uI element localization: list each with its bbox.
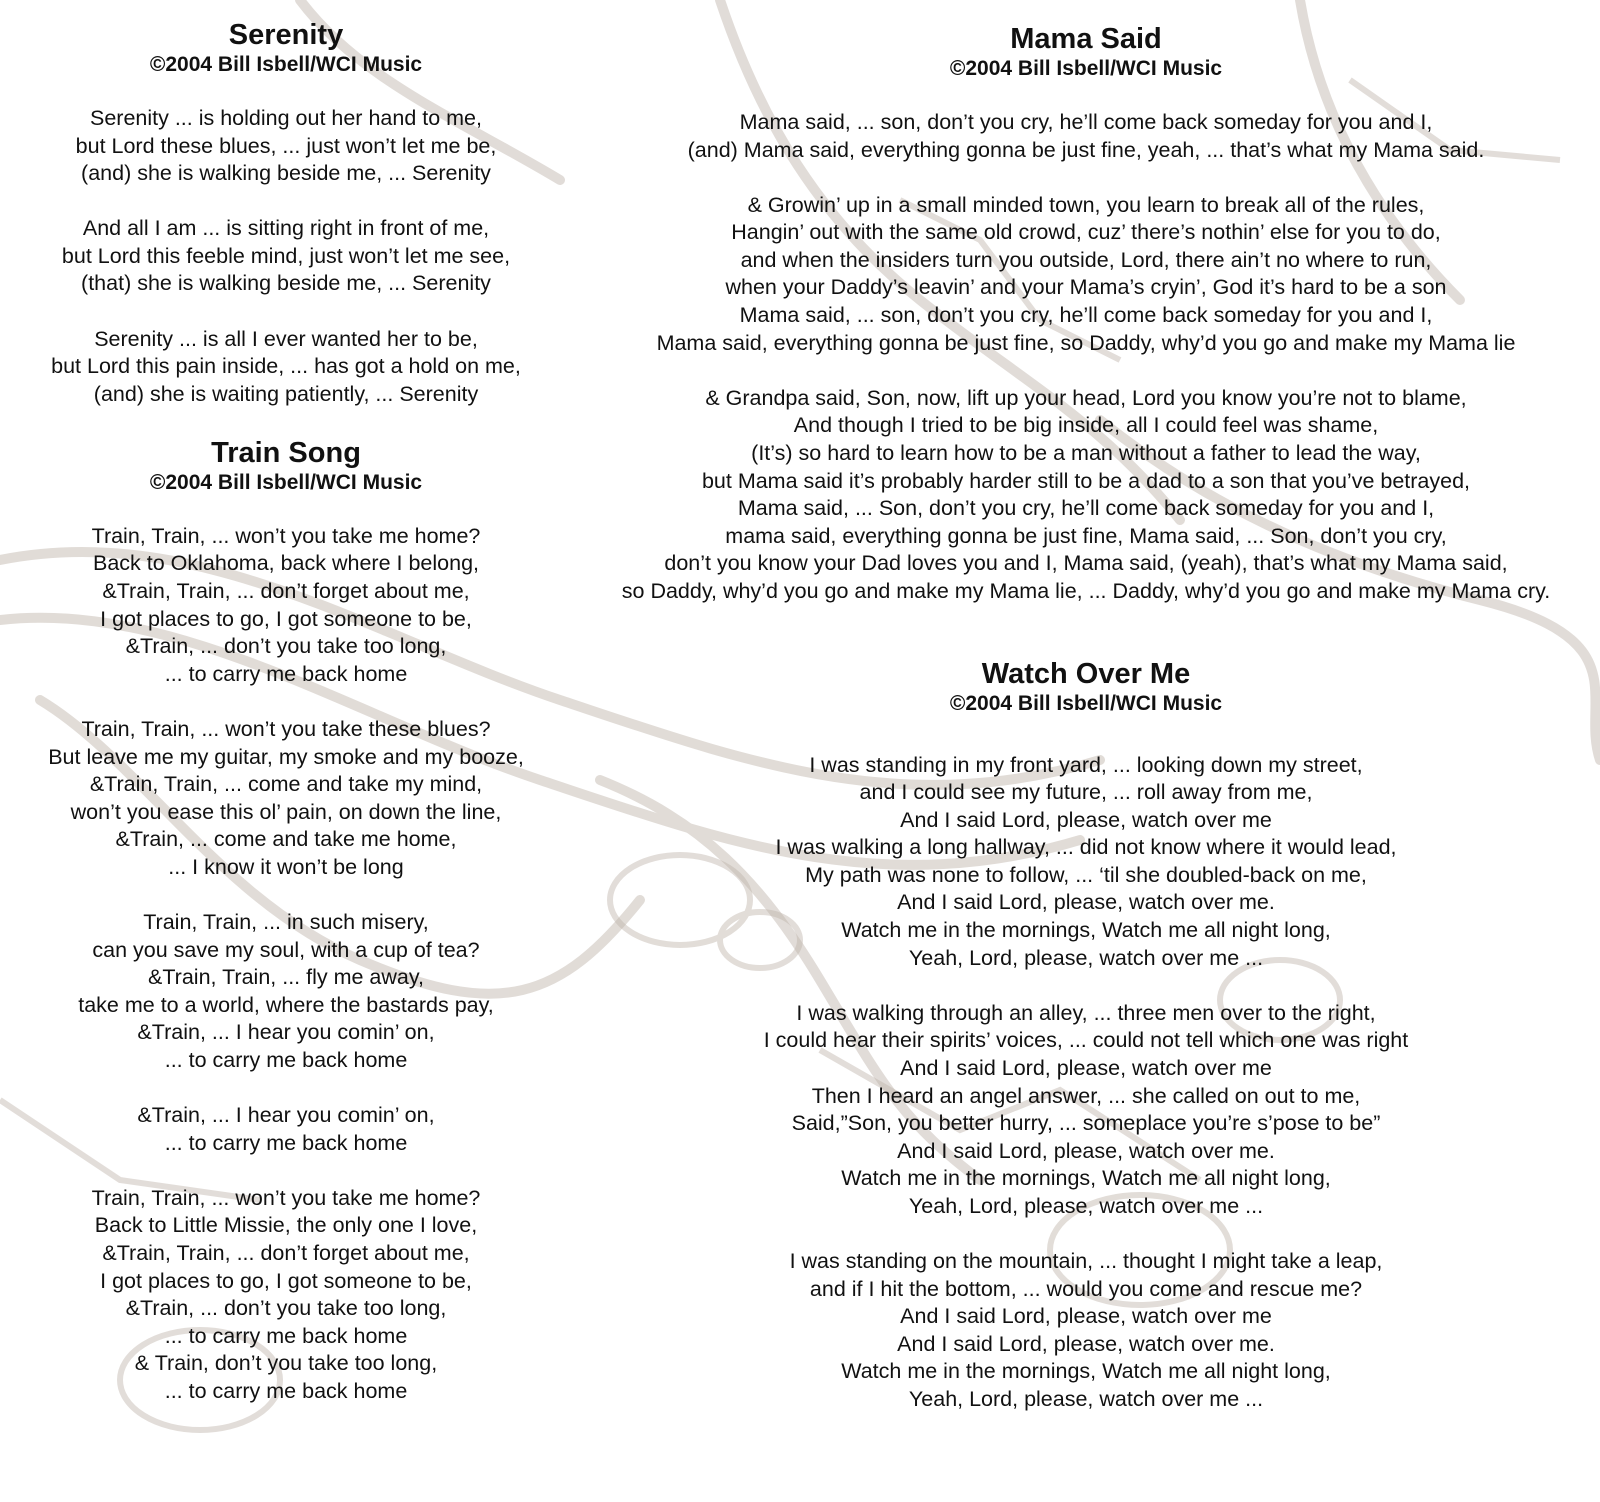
lyric-stanza (572, 1248, 1600, 1414)
lyric-line: mama said, everything gonna be just fine, Mama said, ... Son, don’t you cry, (725, 523, 1447, 548)
lyric-line: so Daddy, why’d you go and make my Mama lie, ... Daddy, why’d you go and make my Mama cry. (621, 578, 1551, 603)
song-title: Serenity (228, 19, 344, 51)
lyric-line: But leave me my guitar, my smoke and my booze, (48, 744, 524, 769)
lyric-line: And I said Lord, please, watch over me. (897, 1138, 1275, 1163)
lyric-line: but Lord these blues, ... just won’t let me be, (75, 133, 497, 158)
lyric-line: &Train, ... I hear you comin’ on, (137, 1020, 435, 1045)
lyric-line: (It’s) so hard to learn how to be a man without a father to lead the way, (751, 440, 1421, 465)
lyric-line: don’t you know your Dad loves you and I, Mama said, (yeah), that’s what my Mama said, (664, 551, 1508, 576)
lyric-stanza (0, 716, 572, 882)
lyric-line: ... to carry me back home (164, 1047, 408, 1072)
lyric-line: Back to Oklahoma, back where I belong, (92, 551, 479, 576)
left-column (0, 18, 572, 1433)
lyric-line: &Train, Train, ... don’t forget about me, (102, 1240, 470, 1265)
lyric-line: And though I tried to be big inside, all I could feel was shame, (793, 413, 1379, 438)
song-title: Watch Over Me (981, 657, 1191, 690)
lyric-line: &Train, ... I hear you comin’ on, (137, 1103, 435, 1128)
lyric-line: ... to carry me back home (164, 1378, 408, 1403)
lyric-line: Train, Train, ... won’t you take these blues? (81, 716, 491, 741)
lyric-line: (and) she is waiting patiently, ... Serenity (93, 381, 479, 406)
lyric-stanza (0, 1185, 572, 1406)
lyric-line: I was standing in my front yard, ... looking down my street, (809, 752, 1363, 777)
lyric-line: ... to carry me back home (164, 661, 408, 686)
lyric-line: Hangin’ out with the same old crowd, cuz’ there’s nothin’ else for you to do, (731, 220, 1441, 245)
lyric-line: And I said Lord, please, watch over me (900, 807, 1272, 832)
song-copyright: ©2004 Bill Isbell/WCI Music (949, 691, 1223, 715)
song-watch (572, 657, 1600, 1414)
lyric-line: Back to Little Missie, the only one I love, (94, 1213, 478, 1238)
lyric-line: Serenity ... is all I ever wanted her to be, (94, 326, 478, 351)
lyric-line: but Lord this feeble mind, just won’t let me see, (61, 243, 511, 268)
lyric-line: Yeah, Lord, please, watch over me ... (908, 1386, 1264, 1411)
lyric-line: Yeah, Lord, please, watch over me ... (908, 1193, 1264, 1218)
lyric-line: &Train, Train, ... fly me away, (148, 965, 424, 990)
lyric-line: Mama said, ... Son, don’t you cry, he’ll come back someday for you and I, (737, 496, 1435, 521)
lyric-line: Mama said, ... son, don’t you cry, he’ll come back someday for you and I, (739, 303, 1433, 328)
lyric-stanza (0, 523, 572, 689)
lyric-line: I was walking a long hallway, ... did not know where it would lead, (775, 835, 1397, 860)
lyric-line: when your Daddy’s leavin’ and your Mama’s cryin’, God it’s hard to be a son (725, 275, 1447, 300)
lyric-line: I was walking through an alley, ... three men over to the right, (796, 1000, 1376, 1025)
lyric-line: Train, Train, ... won’t you take me home? (91, 523, 481, 548)
lyric-line: And I said Lord, please, watch over me. (897, 890, 1275, 915)
lyric-line: &Train, ... don’t you take too long, (125, 634, 447, 659)
lyric-line: I got places to go, I got someone to be, (100, 1268, 472, 1293)
lyric-line: (that) she is walking beside me, ... Serenity (81, 271, 491, 296)
lyric-line: Watch me in the mornings, Watch me all night long, (841, 1166, 1331, 1191)
lyric-line: and when the insiders turn you outside, Lord, there ain’t no where to run, (740, 247, 1432, 272)
lyric-stanza (572, 752, 1600, 973)
lyric-line: & Growin’ up in a small minded town, you learn to break all of the rules, (747, 192, 1425, 217)
lyric-line: ... I know it won’t be long (168, 854, 404, 879)
lyric-line: I was standing on the mountain, ... thought I might take a leap, (789, 1249, 1383, 1273)
lyric-line: but Mama said it’s probably harder still to be a dad to a son that you’ve betrayed, (701, 468, 1471, 493)
lyric-line: &Train, ... come and take me home, (115, 827, 457, 852)
lyric-line: Watch me in the mornings, Watch me all night long, (841, 1359, 1331, 1384)
lyric-line: And all I am ... is sitting right in front of me, (82, 216, 490, 241)
lyric-line: and I could see my future, ... roll away from me, (859, 780, 1313, 805)
lyric-line: Mama said, everything gonna be just fine, so Daddy, why’d you go and make my Mama lie (656, 330, 1516, 355)
lyric-line: And I said Lord, please, watch over me (900, 1304, 1272, 1329)
lyric-stanza (0, 909, 572, 1075)
lyric-line: ... to carry me back home (164, 1323, 408, 1348)
lyric-line: Mama said, ... son, don’t you cry, he’ll come back someday for you and I, (739, 110, 1433, 134)
lyric-line: & Train, don’t you take too long, (134, 1351, 438, 1376)
lyric-line: Serenity ... is holding out her hand to me, (89, 106, 482, 130)
lyric-line: (and) she is walking beside me, ... Serenity (81, 161, 491, 186)
lyric-line: I got places to go, I got someone to be, (100, 606, 472, 631)
lyric-stanza (0, 1102, 572, 1157)
lyric-line: Train, Train, ... in such misery, (143, 909, 429, 934)
lyric-stanza (0, 215, 572, 298)
lyric-line: take me to a world, where the bastards pay, (78, 992, 494, 1017)
lyric-line: won’t you ease this ol’ pain, on down the line, (70, 799, 502, 824)
lyric-stanza (572, 109, 1600, 164)
song-title: Mama Said (1010, 23, 1162, 55)
song-serenity (0, 18, 572, 408)
lyric-line: &Train, ... don’t you take too long, (125, 1296, 447, 1321)
song-copyright: ©2004 Bill Isbell/WCI Music (149, 470, 423, 494)
lyric-line: Said,”Son, you better hurry, ... someplace you’re s’pose to be” (791, 1111, 1381, 1136)
song-train (0, 436, 572, 1406)
lyric-stanza (572, 1000, 1600, 1221)
song-title: Train Song (211, 436, 361, 469)
lyric-line: Yeah, Lord, please, watch over me ... (908, 945, 1264, 970)
song-mama (572, 22, 1600, 606)
lyric-line: Watch me in the mornings, Watch me all night long, (841, 918, 1331, 943)
lyric-line: & Grandpa said, Son, now, lift up your head, Lord you know you’re not to blame, (705, 385, 1467, 410)
song-copyright: ©2004 Bill Isbell/WCI Music (949, 57, 1223, 80)
lyric-line: I could hear their spirits’ voices, ... could not tell which one was right (763, 1028, 1409, 1053)
song-copyright: ©2004 Bill Isbell/WCI Music (149, 53, 423, 76)
lyric-line: And I said Lord, please, watch over me. (897, 1331, 1275, 1356)
lyric-line: and if I hit the bottom, ... would you come and rescue me? (809, 1276, 1363, 1301)
lyric-line: Then I heard an angel answer, ... she called on out to me, (811, 1083, 1361, 1108)
lyric-line: (and) Mama said, everything gonna be just fine, yeah, ... that’s what my Mama said. (687, 137, 1485, 162)
lyric-stanza (0, 105, 572, 188)
lyric-line: And I said Lord, please, watch over me (900, 1055, 1272, 1080)
lyric-stanza (0, 326, 572, 409)
lyric-stanza (572, 385, 1600, 606)
lyric-line: ... to carry me back home (164, 1130, 408, 1155)
lyric-line: but Lord this pain inside, ... has got a hold on me, (51, 354, 521, 379)
lyric-line: Train, Train, ... won’t you take me home? (91, 1185, 481, 1210)
right-column (572, 22, 1600, 1441)
lyric-line: can you save my soul, with a cup of tea? (92, 937, 480, 962)
lyric-stanza (572, 192, 1600, 358)
lyric-line: &Train, Train, ... don’t forget about me, (102, 579, 470, 604)
lyric-line: &Train, Train, ... come and take my mind, (89, 772, 483, 797)
lyric-line: My path was none to follow, ... ‘til she doubled-back on me, (805, 862, 1367, 887)
